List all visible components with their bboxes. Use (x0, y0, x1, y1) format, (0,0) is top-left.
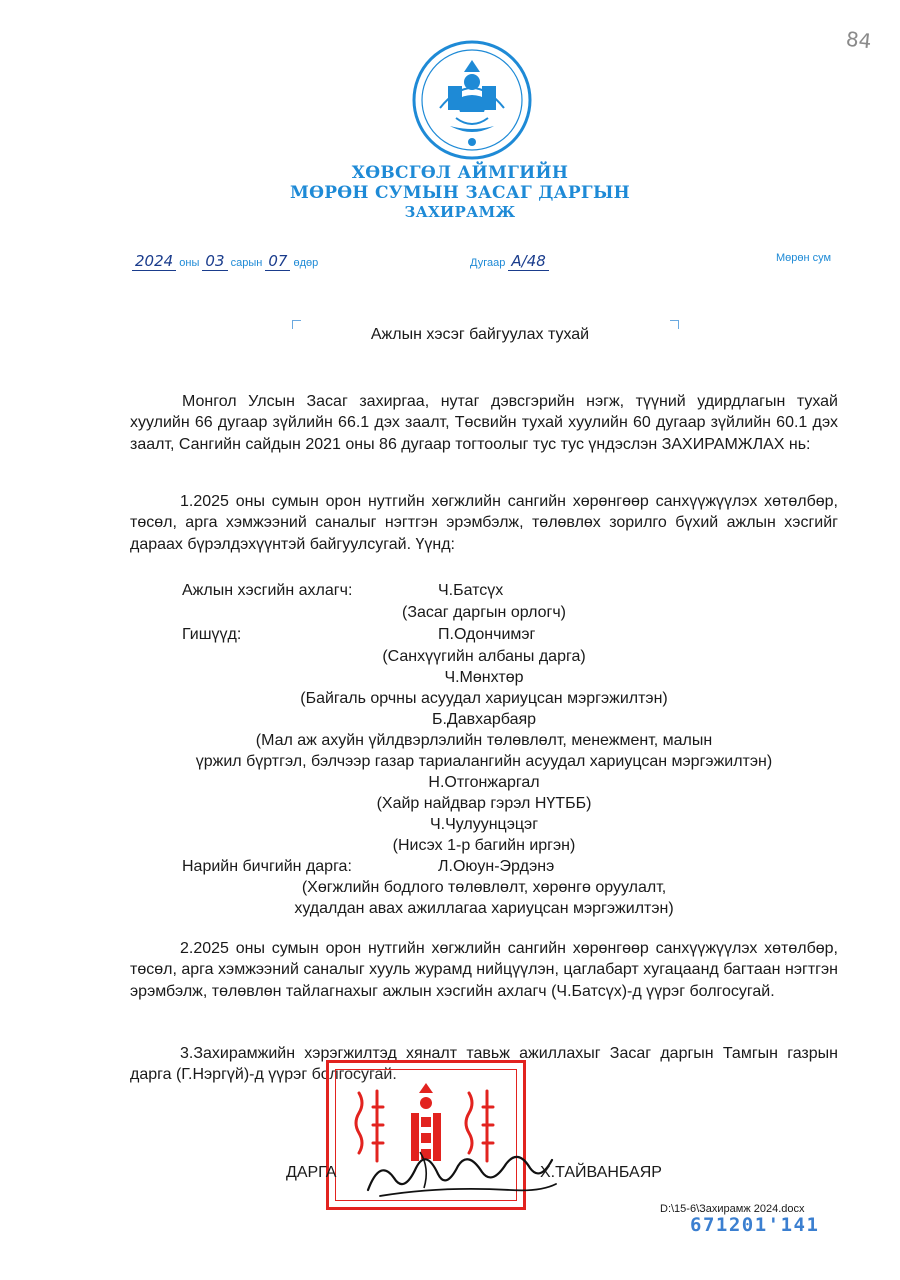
serial-number: 671201'141 (690, 1214, 820, 1236)
header-line-2: МӨРӨН СУМЫН ЗАСАГ ДАРГЫН (289, 183, 631, 203)
item-1-paragraph: 1.2025 оны сумын орон нутгийн хөгжлийн сангийн хөрөнгөөр санхүүжүүлэх хөтөлбөр, төсөл, арга хэмжээний саналыг нэгтгэн эрэмбэлж, төлөвлөх зорилго бүхий ажлын хэсгийг дараах бүрэлдэхүүнтэй байгуулсугай. Үүнд: (130, 493, 838, 553)
date-year-suffix: оны (179, 257, 200, 269)
secretary-label: Нарийн бичгийн дарга: (182, 858, 352, 875)
member-2-role: (Байгаль орчны асуудал хариуцсан мэргэжилтэн) (300, 690, 668, 707)
number-label: Дугаар (470, 257, 506, 269)
date-month-suffix: сарын (230, 257, 263, 269)
member-3-role-line-1: (Мал аж ахуйн үйлдвэрлэлийн төлөвлөлт, менежмент, малын (255, 732, 713, 749)
leader-label: Ажлын хэсгийн ахлагч: (182, 582, 353, 599)
file-path: D:\15-6\Захирамж 2024.docx (660, 1203, 805, 1215)
handwritten-page-number: 84 (844, 26, 873, 54)
member-1-name: П.Одончимэг (438, 626, 536, 643)
header-line-3: ЗАХИРАМЖ (404, 203, 516, 221)
decree-number-line (470, 252, 549, 270)
intro-paragraph: Монгол Улсын Засаг захиргаа, нутаг дэвсгэрийн нэгж, түүний удирдлагын тухай хуулийн 66 дугаар зүйлийн 66.1 дэх заалт, Төсвийн тухай хуулийн 60 дугаар зүйлийн 60.1 дэх заалт, Сангийн сайдын 2021 оны 86 дугаар тогтоолыг тус тус үндэслэн ЗАХИРАМЖЛАХ нь: (130, 393, 838, 453)
member-4-role: (Хайр найдвар гэрэл НҮТББ) (376, 795, 592, 812)
leader-name: Ч.Батсүх (438, 582, 504, 599)
member-5-role: (Нисэх 1-р багийн иргэн) (392, 837, 576, 854)
handwritten-signature-icon (360, 1138, 560, 1208)
state-emblem-icon (410, 38, 534, 162)
secretary-role-line-2: худалдан авах ажиллагаа хариуцсан мэргэжилтэн) (294, 900, 674, 917)
member-3-name: Б.Давхарбаяр (431, 711, 537, 728)
date-month: 03 (202, 252, 227, 271)
date-line (132, 252, 318, 270)
date-day-suffix: өдөр (293, 257, 319, 269)
item-2-paragraph: 2.2025 оны сумын орон нутгийн хөгжлийн сангийн хөрөнгөөр санхүүжүүлэх хөтөлбөр, төсөл, арга хэмжээний саналыг хууль журамд нийцүүлэн, цаглабарт хугацаанд багтаан нэгтгэн эрэмбэлж, төлөвлөн тайлагнахыг ажлын хэсгийн ахлагч (Ч.Батсүх)-д үүрэг болгосугай. (130, 940, 838, 1000)
member-1-role: (Санхүүгийн албаны дарга) (382, 648, 586, 665)
member-5-name: Ч.Чулуунцэцэг (429, 816, 539, 833)
leader-role: (Засаг даргын орлогч) (402, 604, 566, 621)
date-day: 07 (265, 252, 290, 271)
secretary-role-line-1: (Хөгжлийн бодлого төлөвлөлт, хөрөнгө оруулалт, (301, 879, 667, 896)
header-line-1: ХӨВСГӨЛ АЙМГИЙН (351, 163, 569, 183)
signatory-name: Х.ТАЙВАНБАЯР (540, 1164, 662, 1181)
members-label: Гишүүд: (182, 626, 242, 643)
date-year: 2024 (132, 252, 176, 271)
decree-number: А/48 (508, 252, 548, 271)
secretary-name: Л.Оюун-Эрдэнэ (438, 858, 555, 875)
member-4-name: Н.Отгонжаргал (428, 774, 540, 791)
decree-subject: Ажлын хэсэг байгуулах тухай (370, 326, 590, 343)
item-3-paragraph: 3.Захирамжийн хэрэгжилтэд хяналт тавьж ажиллахыг Засаг даргын Тамгын газрын дарга (Г.Нэргүй)-д үүрэг болгосугай. (130, 1045, 838, 1084)
member-3-role-line-2: үржил бүртгэл, бэлчээр газар тариалангийн асуудал хариуцсан мэргэжилтэн) (195, 753, 773, 770)
place-of-issue: Мөрөн сум (776, 252, 832, 264)
member-2-name: Ч.Мөнхтөр (444, 669, 524, 686)
signatory-title: ДАРГА (286, 1164, 337, 1181)
